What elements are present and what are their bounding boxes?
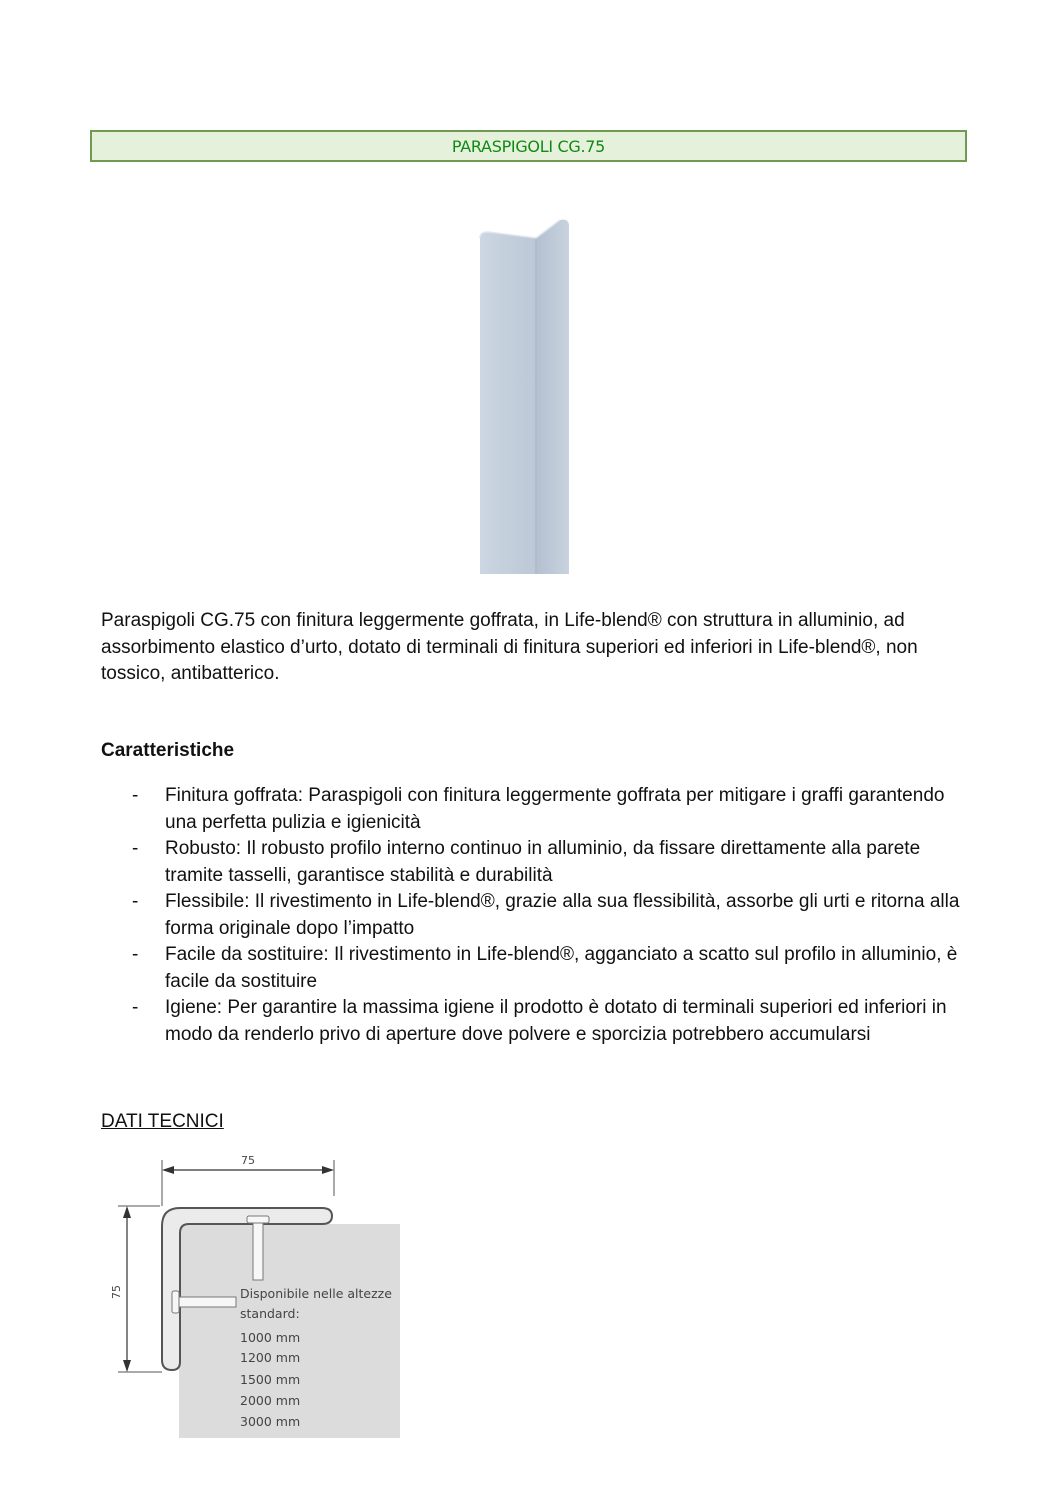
list-bullet: - — [132, 997, 139, 1018]
list-item — [101, 783, 971, 836]
list-bullet: - — [132, 838, 139, 859]
height-label: 75 — [110, 1285, 123, 1299]
height-dimension — [110, 1206, 162, 1372]
corner-guard-profile-photo — [472, 218, 574, 574]
availability-line-1: Disponibile nelle altezze — [240, 1286, 392, 1301]
features-list — [101, 783, 971, 1048]
technical-drawing — [100, 1148, 410, 1440]
title-banner — [90, 130, 967, 162]
features-heading: Caratteristiche — [101, 740, 235, 761]
list-item-text: Flessibile: Il rivestimento in Life-blend®, grazie alla sua flessibilità, assorbe gli urti e ritorna alla forma originale dopo l’impatto — [165, 891, 960, 939]
height-option: 3000 mm — [240, 1414, 301, 1429]
height-option: 1200 mm — [240, 1350, 301, 1365]
product-description: Paraspigoli CG.75 con finitura leggermente goffrata, in Life-blend® con struttura in alluminio, ad assorbimento elastico d’urto, dotato di terminali di finitura superiori ed inferiori in Life-blend®, non tossico, antibatterico. — [101, 610, 918, 684]
list-item — [101, 942, 971, 995]
width-label: 75 — [241, 1154, 255, 1167]
page-title: PARASPIGOLI CG.75 — [451, 136, 606, 156]
height-option: 2000 mm — [240, 1393, 301, 1408]
technical-data-heading: DATI TECNICI — [101, 1111, 224, 1132]
height-option: 1500 mm — [240, 1372, 301, 1387]
list-item-text: Igiene: Per garantire la massima igiene il prodotto è dotato di terminali superiori ed inferiori in modo da renderlo privo di aperture dove polvere e sporcizia potrebbero accumularsi — [165, 997, 947, 1045]
list-item-text: Finitura goffrata: Paraspigoli con finitura leggermente goffrata per mitigare i graffi garantendo una perfetta pulizia e igienicità — [165, 785, 945, 833]
list-item — [101, 836, 971, 889]
list-item-text: Facile da sostituire: Il rivestimento in Life-blend®, agganciato a scatto sul profilo in alluminio, è facile da sostituire — [165, 944, 958, 992]
list-item — [101, 889, 971, 942]
list-item — [101, 995, 971, 1048]
availability-line-2: standard: — [240, 1306, 300, 1321]
list-item-text: Robusto: Il robusto profilo interno continuo in alluminio, da fissare direttamente alla parete tramite tasselli, garantisce stabilità e durabilità — [165, 838, 921, 886]
list-bullet: - — [132, 785, 139, 806]
list-bullet: - — [132, 944, 139, 965]
width-dimension — [162, 1154, 334, 1206]
height-option: 1000 mm — [240, 1330, 301, 1345]
list-bullet: - — [132, 891, 139, 912]
